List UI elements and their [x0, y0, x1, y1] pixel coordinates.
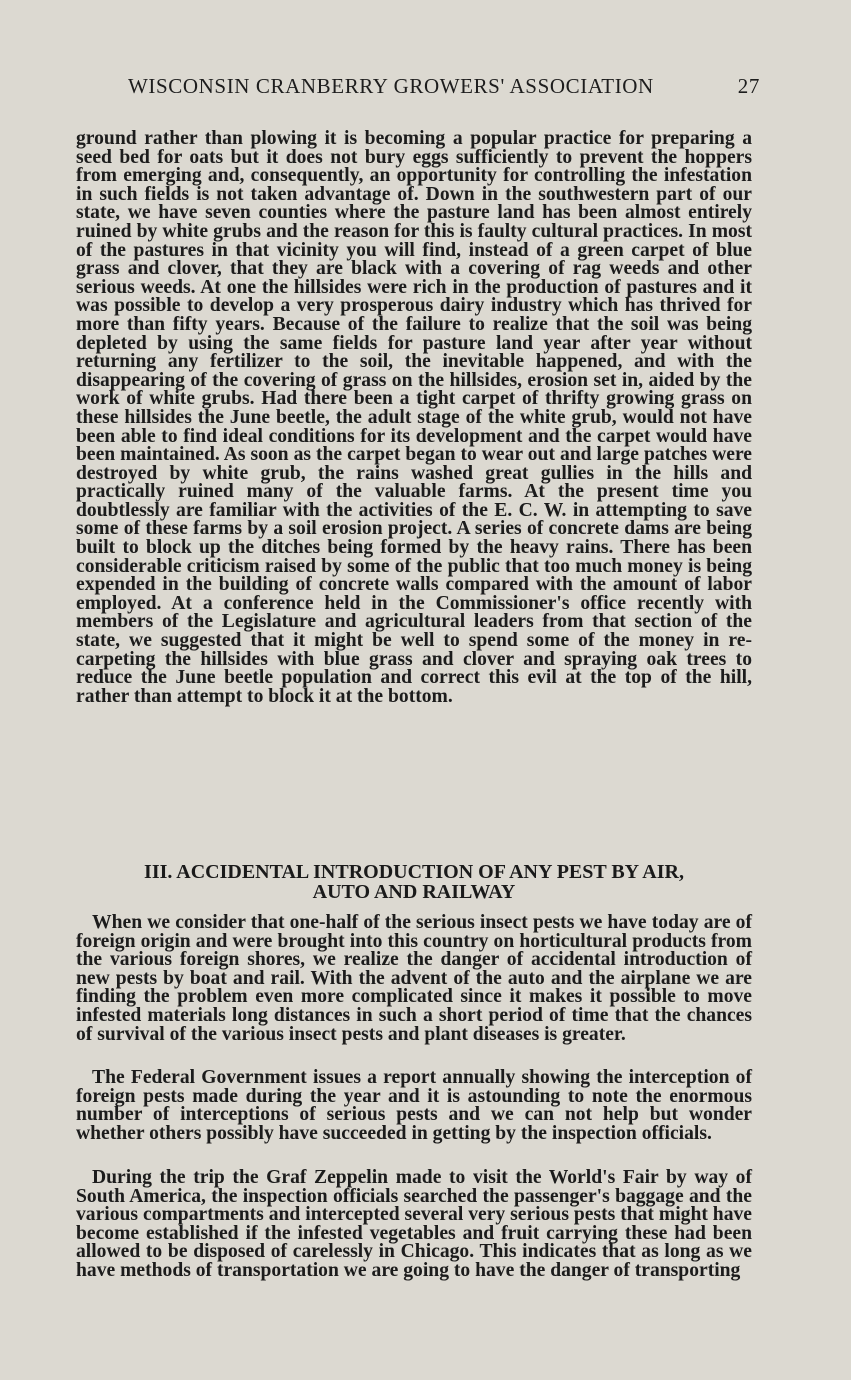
page-number: 27: [737, 74, 760, 98]
paragraph-4: [76, 1169, 752, 1281]
paragraph-text: When we consider that one-half of the serious insect pests we have today are of foreign origin and were brought into this country on horticultural products from the various foreign shores, we realize the danger of accidental introduction of new pests by boat and rail. With the advent of the auto and the airplane we are finding the problem even more complicated since it makes it possible to move infested materials long distances in such a short period of time that the chances of survival of the various insect pests and plant diseases is greater.: [76, 912, 752, 1045]
running-head-title: WISCONSIN CRANBERRY GROWERS' ASSOCIATION: [128, 74, 654, 98]
paragraph-text: During the trip the Graf Zeppelin made to visit the World's Fair by way of South America, the inspection officials searched the passenger's baggage and the various compartments and intercepted several very serious pests that might have become established if the infested vegetables and fruit carrying these had been allowed to be disposed of carelessly in Chicago. This indicates that as long as we have methods of transportation we are going to have the danger of transporting: [76, 1167, 752, 1281]
section-heading-line-1: III. ACCIDENTAL INTRODUCTION OF ANY PEST BY AIR,: [144, 861, 684, 883]
paragraph-3: [76, 1069, 752, 1143]
paragraph-1: [76, 130, 752, 706]
paragraph-2: [76, 914, 752, 1044]
running-head: [128, 74, 760, 99]
paragraph-text: ground rather than plowing it is becoming a popular practice for preparing a seed bed for oats but it does not bury eggs sufficiently to prevent the hoppers from emerging and, consequently, an opportunity for controlling the infestation in such fields is not taken advantage of. Down in the southwestern part of our state, we have seven counties where the pasture land has been almost entirely ruined by white grubs and the reason for this is faulty cultural practices. In most of the pastures in that vicinity you will find, instead of a green carpet of blue grass and clover, that they are black with a covering of rag weeds and other serious weeds. At one the hillsides were rich in the production of pastures and it was possible to develop a very prosperous dairy industry which has thrived for more than fifty years. Because of the failure to realize that the soil was being depleted by using the same fields for pasture land year after year without returning any fertilizer to the soil, the inevitable happened, and with the disappearing of the covering of grass on the hillsides, erosion set in, aided by the work of white grubs. Had there been a tight carpet of thrifty growing grass on these hillsides the June beetle, the adult stage of the white grub, would not have been able to find ideal conditions for its development and the carpet would have been maintained. As soon as the carpet began to wear out and large patches were destroyed by white grub, the rains washed great gullies in the hills and practically ruined many of the valuable farms. At the present time you doubtlessly are familiar with the activities of the E. C. W. in attempting to save some of these farms by a soil erosion project. A series of concrete dams are being built to block up the ditches being formed by the heavy rains. There has been considerable criticism raised by some of the public that too much money is being expended in the building of concrete walls compared with the amount of labor employed. At a conference held in the Commissioner's office recently with members of the Legislature and agricultural leaders from that section of the state, we suggested that it might be well to spend some of the money in re-carpeting the hillsides with blue grass and clover and spraying oak trees to reduce the June beetle population and correct this evil at the top of the hill, rather than attempt to block it at the bottom.: [76, 128, 752, 707]
section-heading-line-2: AUTO AND RAILWAY: [312, 881, 516, 903]
paragraph-text: The Federal Government issues a report annually showing the interception of foreign pests made during the year and it is astounding to note the enormous number of interceptions of serious pests and we can not help but wonder whether others possibly have succeeded in getting by the inspection officials.: [76, 1067, 752, 1144]
section-heading: [76, 862, 752, 902]
